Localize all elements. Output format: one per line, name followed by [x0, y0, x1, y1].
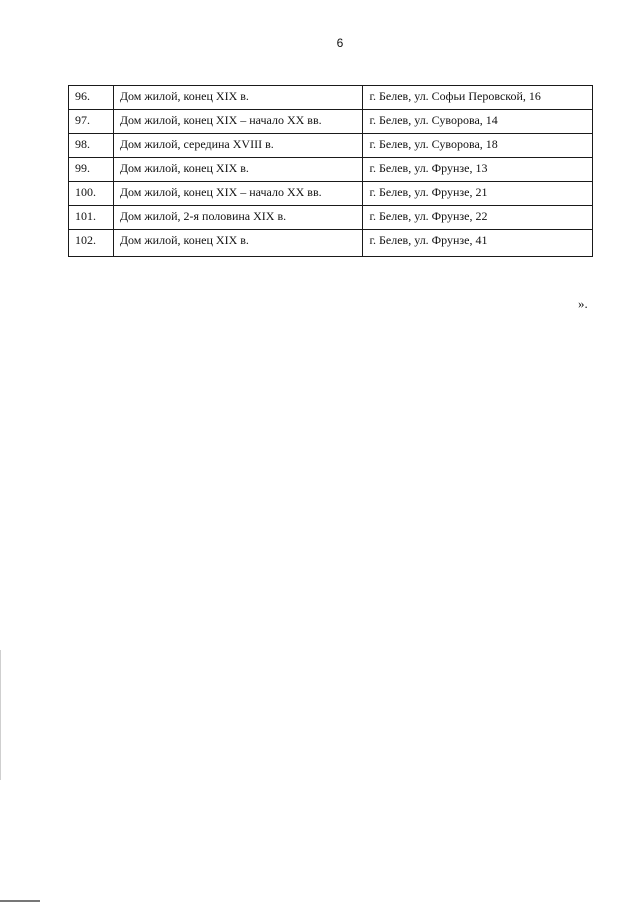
row-number: 98. — [69, 134, 114, 158]
page-number: 6 — [336, 36, 344, 50]
row-address: г. Белев, ул. Фрунзе, 21 — [363, 182, 593, 206]
monuments-table — [68, 85, 593, 257]
row-number: 99. — [69, 158, 114, 182]
row-number: 97. — [69, 110, 114, 134]
row-address: г. Белев, ул. Фрунзе, 22 — [363, 206, 593, 230]
row-description: Дом жилой, конец XIX в. — [113, 230, 363, 257]
row-description: Дом жилой, конец XIX – начало XX вв. — [113, 182, 363, 206]
table-row — [69, 158, 593, 182]
row-number: 101. — [69, 206, 114, 230]
row-address: г. Белев, ул. Фрунзе, 41 — [363, 230, 593, 257]
closing-quote-mark: ». — [578, 296, 588, 311]
row-address: г. Белев, ул. Софьи Перовской, 16 — [363, 86, 593, 110]
row-number: 100. — [69, 182, 114, 206]
table-row — [69, 182, 593, 206]
table-row — [69, 134, 593, 158]
row-address: г. Белев, ул. Фрунзе, 13 — [363, 158, 593, 182]
row-description: Дом жилой, 2-я половина XIX в. — [113, 206, 363, 230]
table-row — [69, 110, 593, 134]
row-address: г. Белев, ул. Суворова, 18 — [363, 134, 593, 158]
row-number: 102. — [69, 230, 114, 257]
row-description: Дом жилой, конец XIX в. — [113, 86, 363, 110]
table-row — [69, 230, 593, 257]
row-description: Дом жилой, конец XIX в. — [113, 158, 363, 182]
row-address: г. Белев, ул. Суворова, 14 — [363, 110, 593, 134]
scan-edge-artifact — [0, 650, 1, 780]
row-description: Дом жилой, конец XIX – начало XX вв. — [113, 110, 363, 134]
scan-edge-artifact — [0, 900, 40, 902]
table-row — [69, 86, 593, 110]
row-description: Дом жилой, середина XVIII в. — [113, 134, 363, 158]
row-number: 96. — [69, 86, 114, 110]
table-row — [69, 206, 593, 230]
